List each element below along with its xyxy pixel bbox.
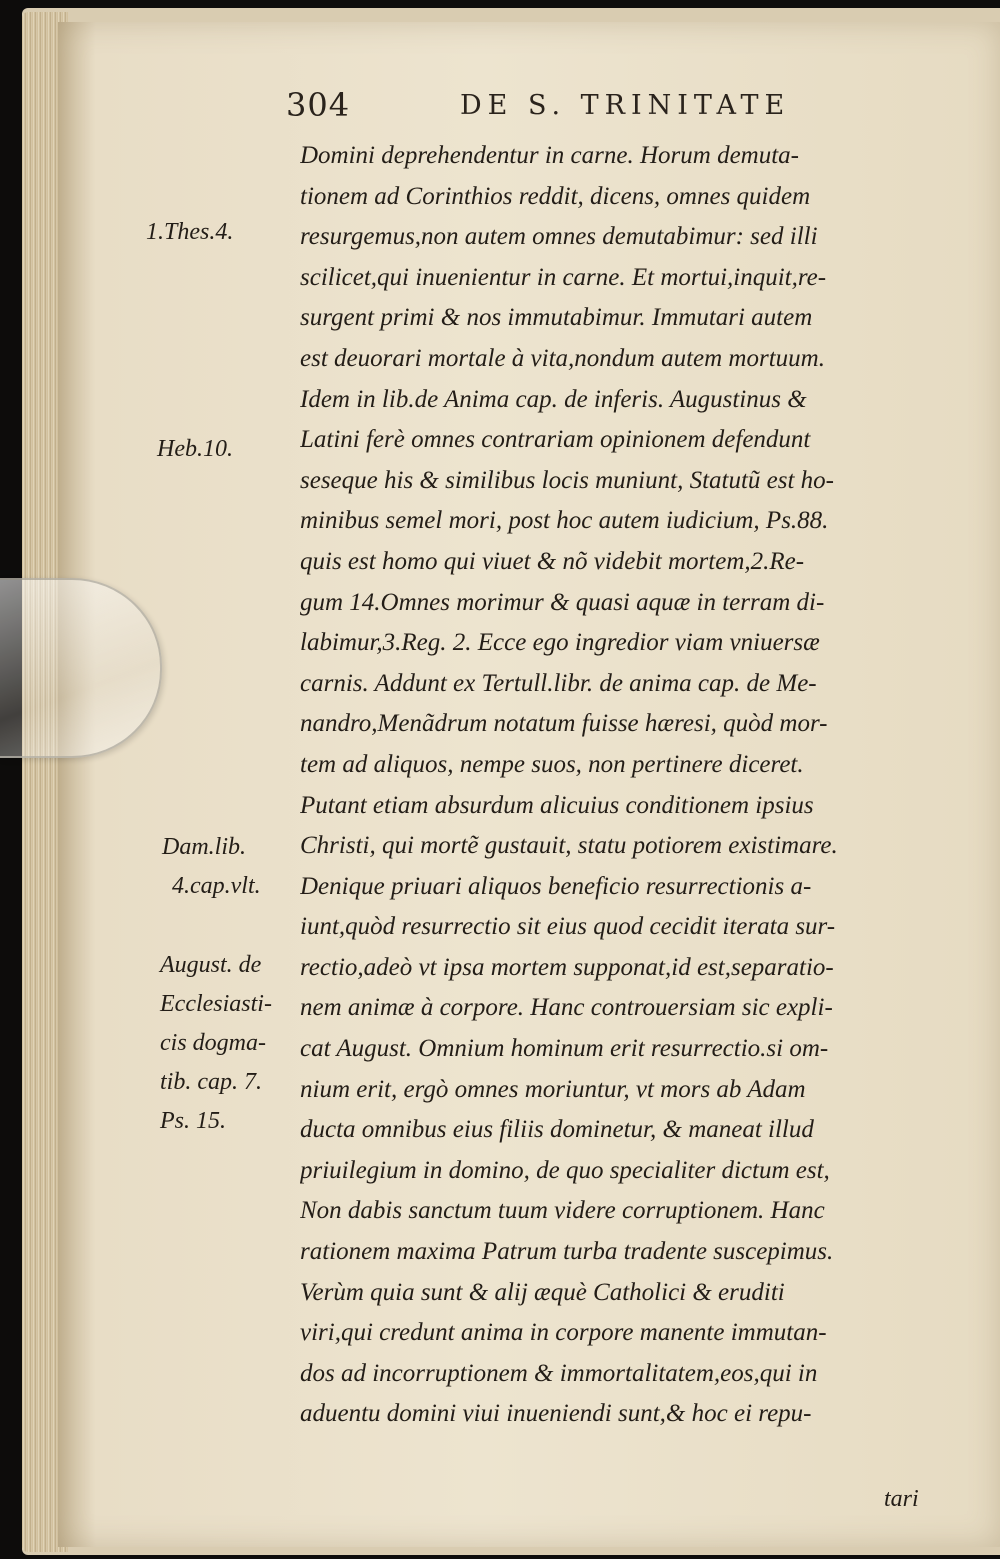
text-line: nium erit, ergò omnes moriuntur, vt mors ab Adam bbox=[300, 1075, 806, 1103]
text-line: gum 14.Omnes morimur & quasi aquæ in terram di- bbox=[300, 588, 825, 616]
text-line: ducta omnibus eius filiis dominetur, & maneat illud bbox=[300, 1116, 814, 1144]
margin-note: Ps. 15. bbox=[160, 1108, 226, 1134]
text-line: nandro,Menãdrum notatum fuisse hæresi, quòd mor- bbox=[300, 710, 828, 738]
text-line: dos ad incorruptionem & immortalitatem,eos,qui in bbox=[300, 1359, 818, 1387]
text-line: iunt,quòd resurrectio sit eius quod cecidit iterata sur- bbox=[300, 913, 836, 941]
running-title: DE S. TRINITATE bbox=[460, 90, 791, 121]
text-line: Christi, qui mortẽ gustauit, statu potiorem existimare. bbox=[300, 832, 838, 860]
text-line: carnis. Addunt ex Tertull.libr. de anima cap. de Me- bbox=[300, 669, 817, 697]
text-line: rectio,adeò vt ipsa mortem supponat,id est,separatio- bbox=[300, 953, 834, 981]
page-number: 304 bbox=[286, 86, 351, 124]
margin-note: Heb.10. bbox=[157, 436, 233, 462]
text-line: nem animæ à corpore. Hanc controuersiam sic expli- bbox=[300, 994, 833, 1022]
text-line: Domini deprehendentur in carne. Horum demuta- bbox=[300, 142, 799, 169]
text-line: Putant etiam absurdum alicuius conditionem ipsius bbox=[300, 791, 814, 819]
text-line: surgent primi & nos immutabimur. Immutari autem bbox=[300, 304, 813, 332]
margin-note: cis dogma- bbox=[160, 1030, 266, 1056]
text-line: minibus semel mori, post hoc autem iudicium, Ps.88. bbox=[300, 507, 829, 535]
margin-note: Ecclesiasti- bbox=[160, 991, 272, 1017]
margin-note: August. de bbox=[160, 952, 262, 978]
text-line: resurgemus,non autem omnes demutabimur: sed illi bbox=[300, 223, 818, 251]
text-line: seseque his & similibus locis muniunt, Statutũ est ho- bbox=[300, 466, 835, 494]
text-line: cat August. Omnium hominum erit resurrectio.si om- bbox=[300, 1035, 829, 1063]
text-line: tem ad aliquos, nempe suos, non pertinere diceret. bbox=[300, 750, 804, 778]
text-line: scilicet,qui inuenientur in carne. Et mortui,inquit,re- bbox=[300, 263, 827, 291]
text-line: priuilegium in domino, de quo specialiter dictum est, bbox=[300, 1156, 830, 1184]
main-text bbox=[300, 136, 972, 1435]
text-line: rationem maxima Patrum turba tradente suscepimus. bbox=[300, 1238, 834, 1266]
text-line: Verùm quia sunt & alij æquè Catholici & eruditi bbox=[300, 1278, 785, 1306]
text-line: Non dabis sanctum tuum videre corruptionem. Hanc bbox=[300, 1197, 825, 1225]
text-line: tionem ad Corinthios reddit, dicens, omnes quidem bbox=[300, 182, 811, 210]
text-line: est deuorari mortale à vita,nondum autem mortuum. bbox=[300, 344, 825, 372]
catchword: tari bbox=[884, 1486, 919, 1512]
text-line: viri,qui credunt anima in corpore manente immutan- bbox=[300, 1319, 827, 1347]
text-line: quis est homo qui viuet & nõ videbit mortem,2.Re- bbox=[300, 547, 805, 575]
margin-note: Dam.lib. bbox=[162, 834, 246, 860]
text-line: Denique priuari aliquos beneficio resurrectionis a- bbox=[300, 872, 812, 900]
margin-note: tib. cap. 7. bbox=[160, 1069, 262, 1095]
text-line: Idem in lib.de Anima cap. de inferis. Augustinus & bbox=[300, 385, 807, 413]
text-line: Latini ferè omnes contrariam opinionem defendunt bbox=[300, 426, 811, 454]
text-line: aduentu domini viui inueniendi sunt,& hoc ei repu- bbox=[300, 1400, 812, 1428]
text-line: labimur,3.Reg. 2. Ecce ego ingredior viam vniuersæ bbox=[300, 629, 820, 657]
margin-note: 1.Thes.4. bbox=[146, 219, 234, 245]
margin-note: 4.cap.vlt. bbox=[172, 873, 261, 899]
